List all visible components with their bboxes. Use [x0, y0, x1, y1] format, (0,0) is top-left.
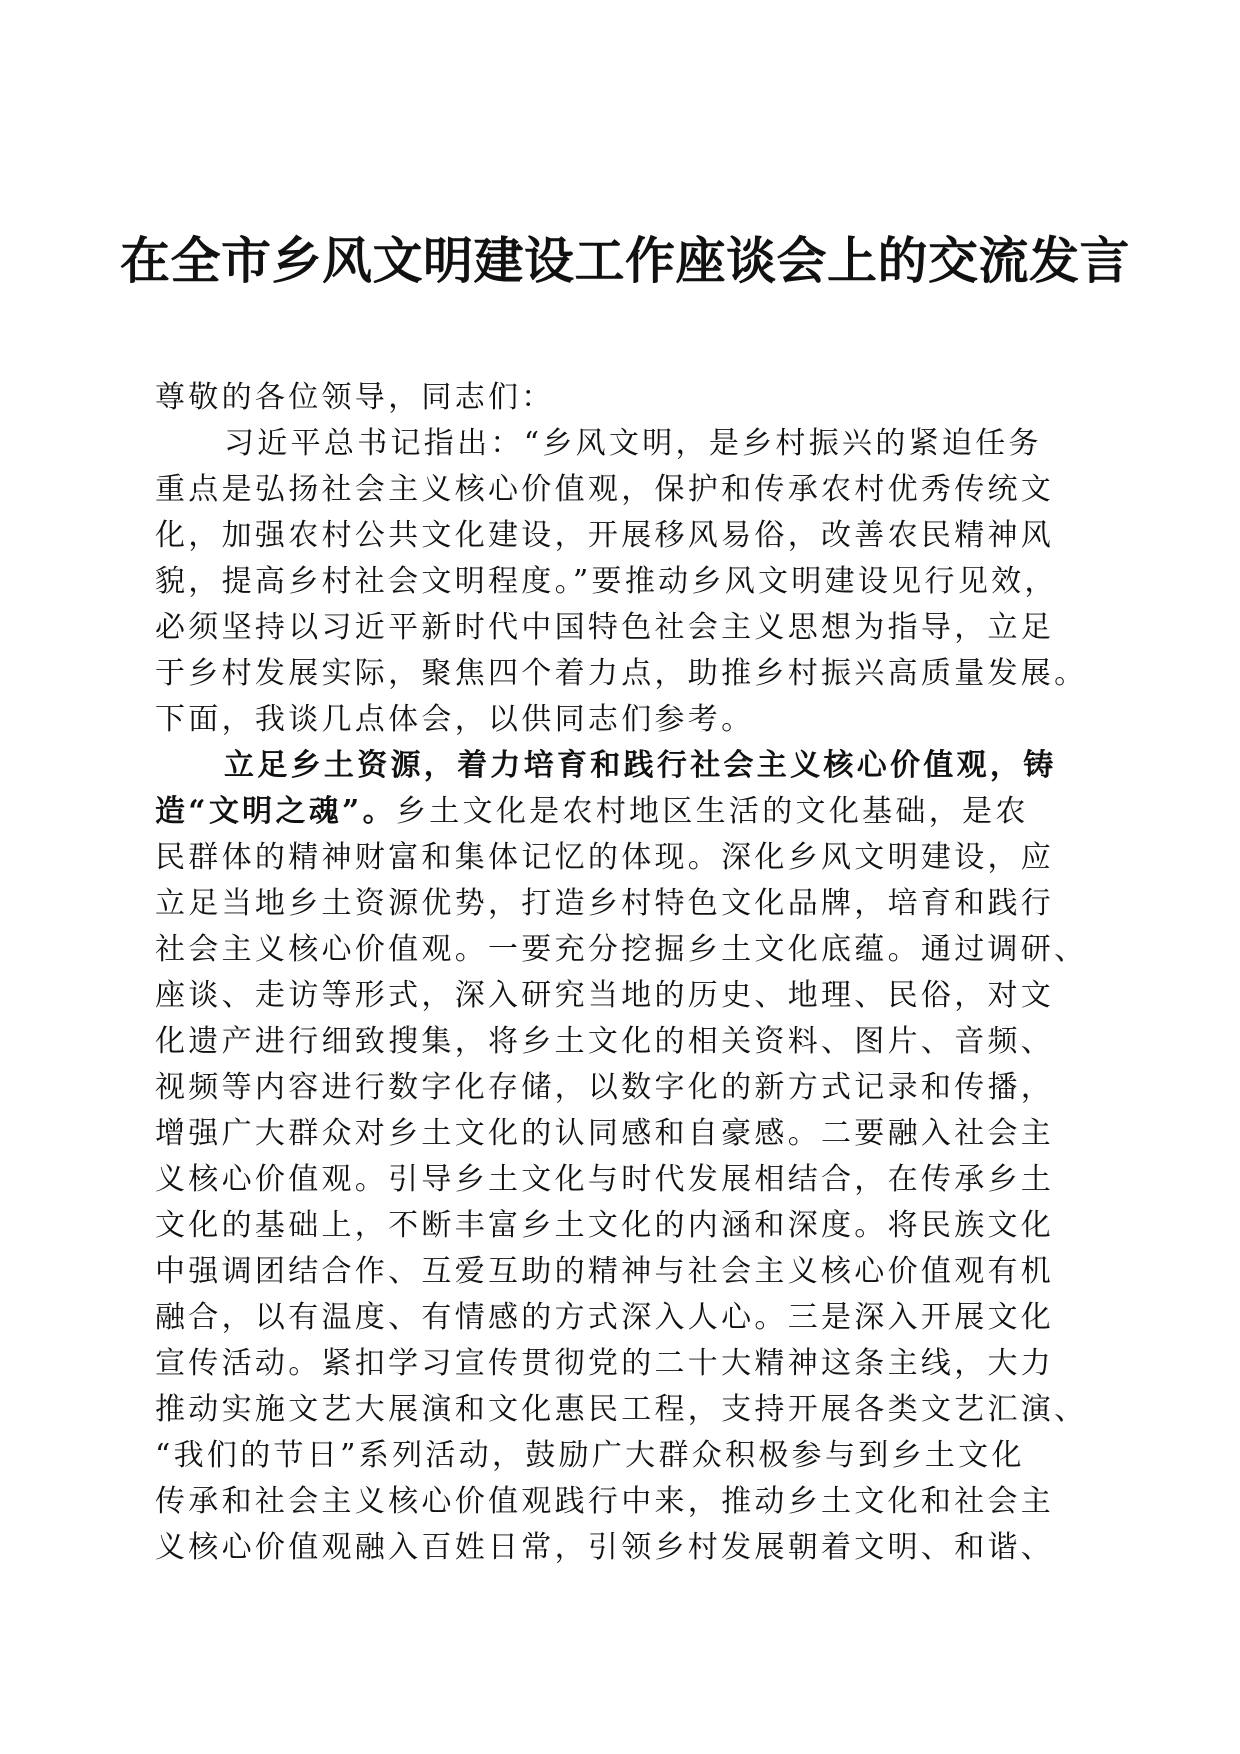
paragraph-line: “我们的节日”系列活动，鼓励广大群众积极参与到乡土文化: [155, 1438, 1025, 1473]
paragraph-line: 增强广大群众对乡土文化的认同感和自豪感。二要融入社会主: [155, 1116, 1055, 1151]
paragraph-line: 于乡村发展实际，聚焦四个着力点，助推乡村振兴高质量发展。: [155, 656, 1088, 691]
paragraph-line: 化，加强农村公共文化建设，开展移风易俗，改善农民精神风: [155, 518, 1055, 553]
paragraph-line: 下面，我谈几点体会，以供同志们参考。: [155, 702, 755, 737]
paragraph-line: 化遗产进行细致搜集，将乡土文化的相关资料、图片、音频、: [155, 1024, 1055, 1059]
paragraph-line: 貌，提高乡村社会文明程度。”要推动乡风文明建设见行见效，: [155, 564, 1058, 599]
document-body: [155, 375, 1088, 1571]
paragraph-line: 义核心价值观融入百姓日常，引领乡村发展朝着文明、和谐、: [155, 1530, 1055, 1565]
paragraph-line: 重点是弘扬社会主义核心价值观，保护和传承农村优秀传统文: [155, 472, 1055, 507]
section-heading-end: 造“文明之魂”。: [155, 794, 396, 829]
paragraph-line: 立足当地乡土资源优势，打造乡村特色文化品牌，培育和践行: [155, 886, 1055, 921]
paragraph-line: 中强调团结合作、互爱互助的精神与社会主义核心价值观有机: [155, 1254, 1055, 1289]
paragraph-line: 必须坚持以习近平新时代中国特色社会主义思想为指导，立足: [155, 610, 1055, 645]
paragraph-line: 视频等内容进行数字化存储，以数字化的新方式记录和传播，: [155, 1070, 1055, 1105]
paragraph-text: 乡土文化是农村地区生活的文化基础，是农: [395, 794, 1029, 829]
paragraph-line: 传承和社会主义核心价值观践行中来，推动乡土文化和社会主: [155, 1484, 1055, 1519]
paragraph-line: 座谈、走访等形式，深入研究当地的历史、地理、民俗，对文: [155, 978, 1055, 1013]
paragraph-line: 习近平总书记指出：“乡风文明，是乡村振兴的紧迫任务: [224, 426, 1042, 461]
paragraph-line: 社会主义核心价值观。一要充分挖掘乡土文化底蕴。通过调研、: [155, 932, 1088, 967]
paragraph-line: 宣传活动。紧扣学习宣传贯彻党的二十大精神这条主线，大力: [155, 1346, 1055, 1381]
paragraph-line: [155, 789, 1083, 835]
paragraph-line: 民群体的精神财富和集体记忆的体现。深化乡风文明建设，应: [155, 840, 1055, 875]
salutation: 尊敬的各位领导，同志们：: [155, 380, 555, 415]
paragraph-line: 文化的基础上，不断丰富乡土文化的内涵和深度。将民族文化: [155, 1208, 1055, 1243]
paragraph-line: 义核心价值观。引导乡土文化与时代发展相结合，在传承乡土: [155, 1162, 1055, 1197]
paragraph-line: 融合，以有温度、有情感的方式深入人心。三是深入开展文化: [155, 1300, 1055, 1335]
paragraph-line: 推动实施文艺大展演和文化惠民工程，支持开展各类文艺汇演、: [155, 1392, 1088, 1427]
document-title: 在全市乡风文明建设工作座谈会上的交流发言: [120, 231, 1130, 290]
section-heading: 立足乡土资源，着力培育和践行社会主义核心价值观，铸: [224, 748, 1057, 783]
